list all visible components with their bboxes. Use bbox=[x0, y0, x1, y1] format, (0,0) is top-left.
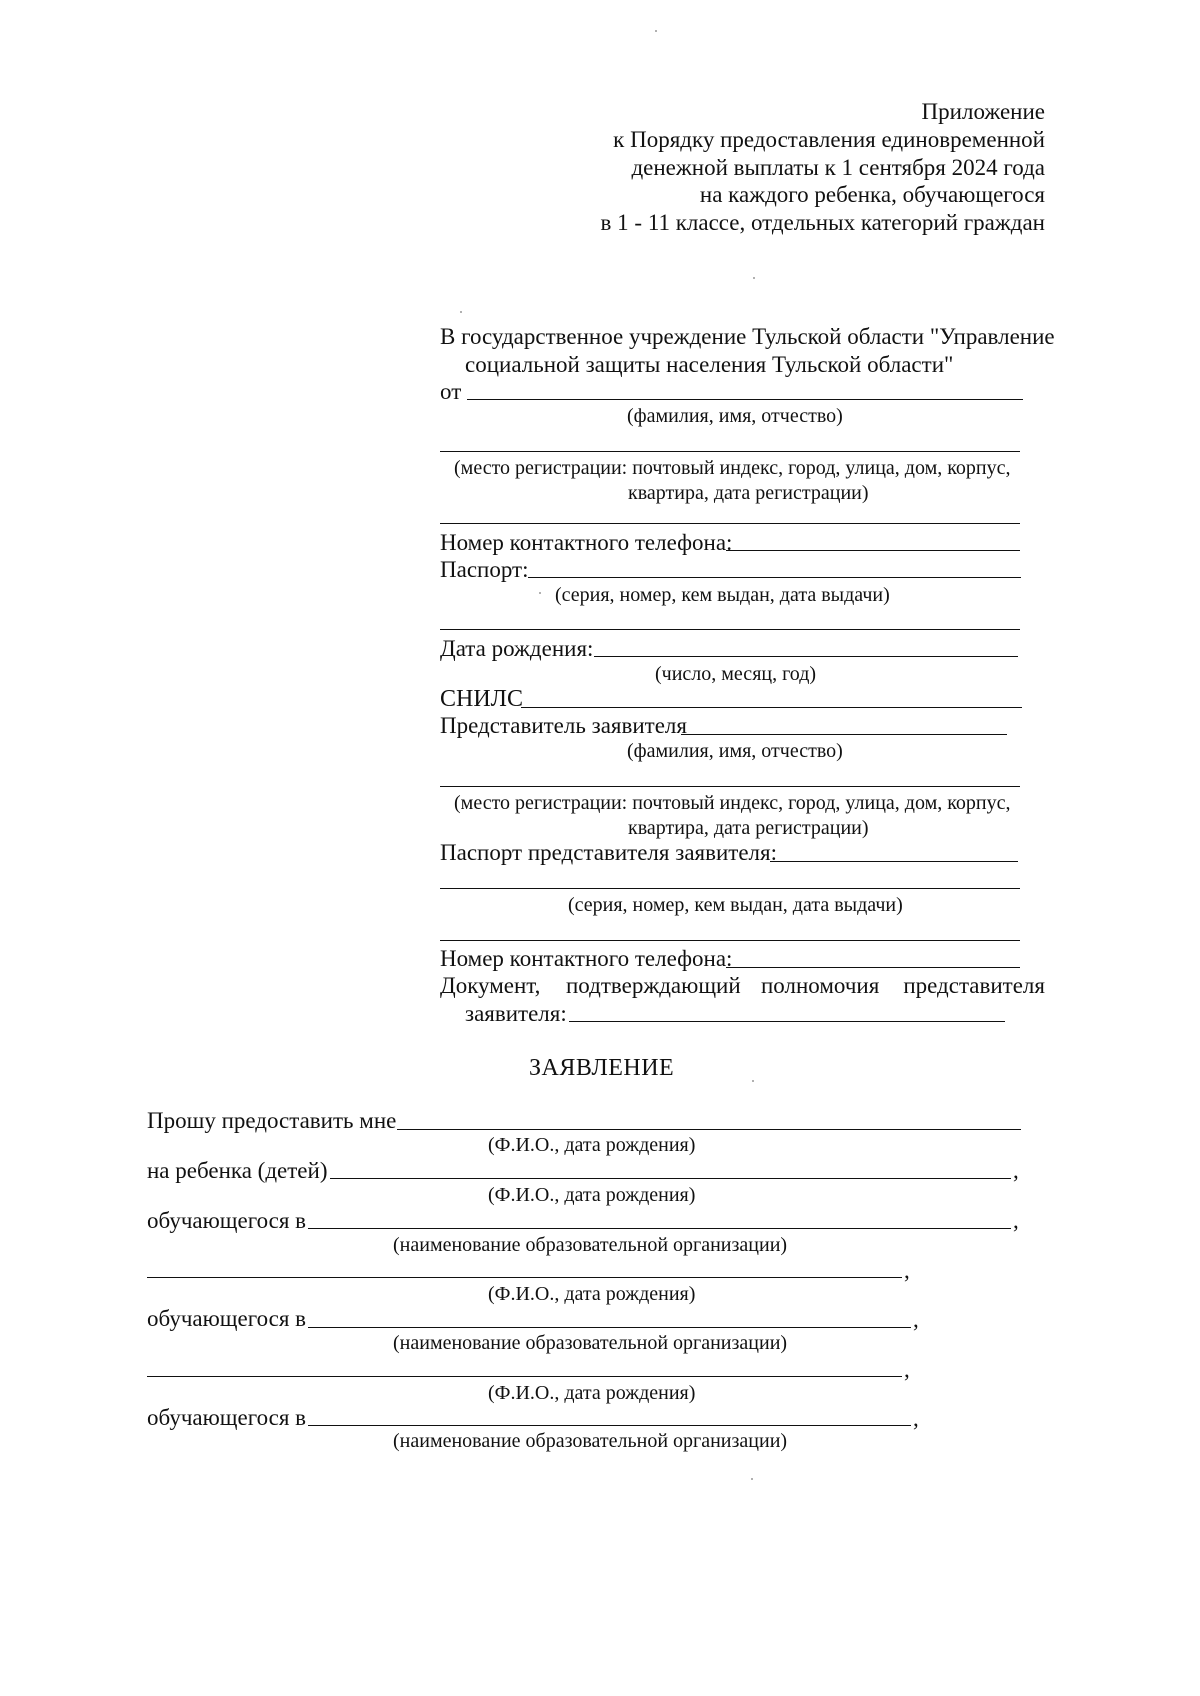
hint-passport: (серия, номер, кем выдан, дата выдачи) bbox=[555, 584, 890, 606]
school-field-2[interactable] bbox=[308, 1327, 911, 1328]
passport-field-2[interactable] bbox=[440, 629, 1020, 630]
appendix-line: на каждого ребенка, обучающегося bbox=[699, 182, 1045, 207]
rep-passport-field[interactable] bbox=[770, 861, 1018, 862]
hint-fio-dob: (Ф.И.О., дата рождения) bbox=[488, 1184, 696, 1206]
school-field[interactable] bbox=[308, 1228, 1011, 1229]
appendix-line: к Порядку предоставления единовременной bbox=[613, 127, 1045, 152]
registration-field[interactable] bbox=[440, 451, 1020, 452]
comma: , bbox=[1013, 1158, 1019, 1183]
scan-speck bbox=[655, 30, 657, 32]
comma: , bbox=[913, 1307, 919, 1332]
comma: , bbox=[904, 1357, 910, 1382]
appendix-title: Приложение bbox=[921, 99, 1045, 124]
child-field-3[interactable] bbox=[147, 1376, 902, 1377]
registration-field-2[interactable] bbox=[440, 523, 1020, 524]
hint-passport: (серия, номер, кем выдан, дата выдачи) bbox=[568, 894, 903, 916]
hint-registration: квартира, дата регистрации) bbox=[628, 482, 869, 504]
doc-text: заявителя: bbox=[465, 1001, 567, 1026]
birthdate-label: Дата рождения: bbox=[440, 636, 594, 661]
appendix-line: денежной выплаты к 1 сентября 2024 года bbox=[631, 155, 1045, 180]
request-label: Прошу предоставить мне bbox=[147, 1108, 397, 1133]
rep-phone-label: Номер контактного телефона: bbox=[440, 946, 733, 971]
hint-organization: (наименование образовательной организации) bbox=[393, 1332, 788, 1354]
scan-speck bbox=[751, 1478, 753, 1480]
scan-speck bbox=[753, 277, 755, 279]
hint-fio-dob: (Ф.И.О., дата рождения) bbox=[488, 1382, 696, 1404]
hint-registration: квартира, дата регистрации) bbox=[628, 817, 869, 839]
scan-speck bbox=[460, 311, 462, 313]
hint-registration: (место регистрации: почтовый индекс, город, улица, дом, корпус, bbox=[454, 457, 1011, 479]
doc-text: подтверждающий bbox=[566, 973, 741, 998]
hint-fio: (фамилия, имя, отчество) bbox=[627, 740, 843, 762]
hint-date: (число, месяц, год) bbox=[655, 663, 817, 685]
addressee-line: социальной защиты населения Тульской области" bbox=[465, 352, 954, 377]
doc-text: полномочия bbox=[761, 973, 880, 998]
scan-speck bbox=[752, 1080, 754, 1082]
rep-registration-field[interactable] bbox=[440, 786, 1020, 787]
scan-speck bbox=[539, 592, 541, 594]
hint-fio: (фамилия, имя, отчество) bbox=[627, 405, 843, 427]
rep-passport-field-2[interactable] bbox=[440, 888, 1020, 889]
rep-passport-field-3[interactable] bbox=[440, 940, 1020, 941]
representative-name-field[interactable] bbox=[681, 734, 1007, 735]
doc-text: представителя bbox=[903, 973, 1045, 998]
child-field-2[interactable] bbox=[147, 1277, 902, 1278]
studying-label: обучающегося в bbox=[147, 1306, 307, 1331]
phone-label: Номер контактного телефона: bbox=[440, 530, 733, 555]
snils-field[interactable] bbox=[521, 707, 1022, 708]
comma: , bbox=[913, 1406, 919, 1431]
child-field[interactable] bbox=[330, 1178, 1011, 1179]
passport-label: Паспорт: bbox=[440, 557, 529, 582]
hint-organization: (наименование образовательной организации) bbox=[393, 1234, 788, 1256]
passport-field[interactable] bbox=[528, 577, 1021, 578]
phone-field[interactable] bbox=[726, 550, 1020, 551]
authority-document-field[interactable] bbox=[569, 1021, 1005, 1022]
doc-text: Документ, bbox=[440, 973, 541, 998]
recipient-field[interactable] bbox=[397, 1129, 1021, 1130]
comma: , bbox=[1013, 1208, 1019, 1233]
studying-label: обучающегося в bbox=[147, 1405, 307, 1430]
appendix-line: в 1 - 11 классе, отдельных категорий граждан bbox=[600, 210, 1045, 235]
hint-registration: (место регистрации: почтовый индекс, город, улица, дом, корпус, bbox=[454, 792, 1011, 814]
studying-label: обучающегося в bbox=[147, 1208, 307, 1233]
rep-phone-field[interactable] bbox=[726, 967, 1020, 968]
page-title: ЗАЯВЛЕНИЕ bbox=[529, 1055, 675, 1081]
comma: , bbox=[904, 1258, 910, 1283]
school-field-3[interactable] bbox=[308, 1425, 911, 1426]
birthdate-field[interactable] bbox=[594, 656, 1018, 657]
rep-passport-label: Паспорт представителя заявителя: bbox=[440, 840, 777, 865]
hint-organization: (наименование образовательной организации) bbox=[393, 1430, 788, 1452]
addressee-line: В государственное учреждение Тульской области "Управление bbox=[440, 324, 1055, 349]
applicant-name-field[interactable] bbox=[467, 399, 1023, 400]
hint-fio-dob: (Ф.И.О., дата рождения) bbox=[488, 1283, 696, 1305]
hint-fio-dob: (Ф.И.О., дата рождения) bbox=[488, 1134, 696, 1156]
from-label: от bbox=[440, 379, 462, 404]
representative-label: Представитель заявителя bbox=[440, 713, 687, 738]
child-label: на ребенка (детей) bbox=[147, 1158, 328, 1183]
snils-label: СНИЛС bbox=[440, 686, 523, 712]
